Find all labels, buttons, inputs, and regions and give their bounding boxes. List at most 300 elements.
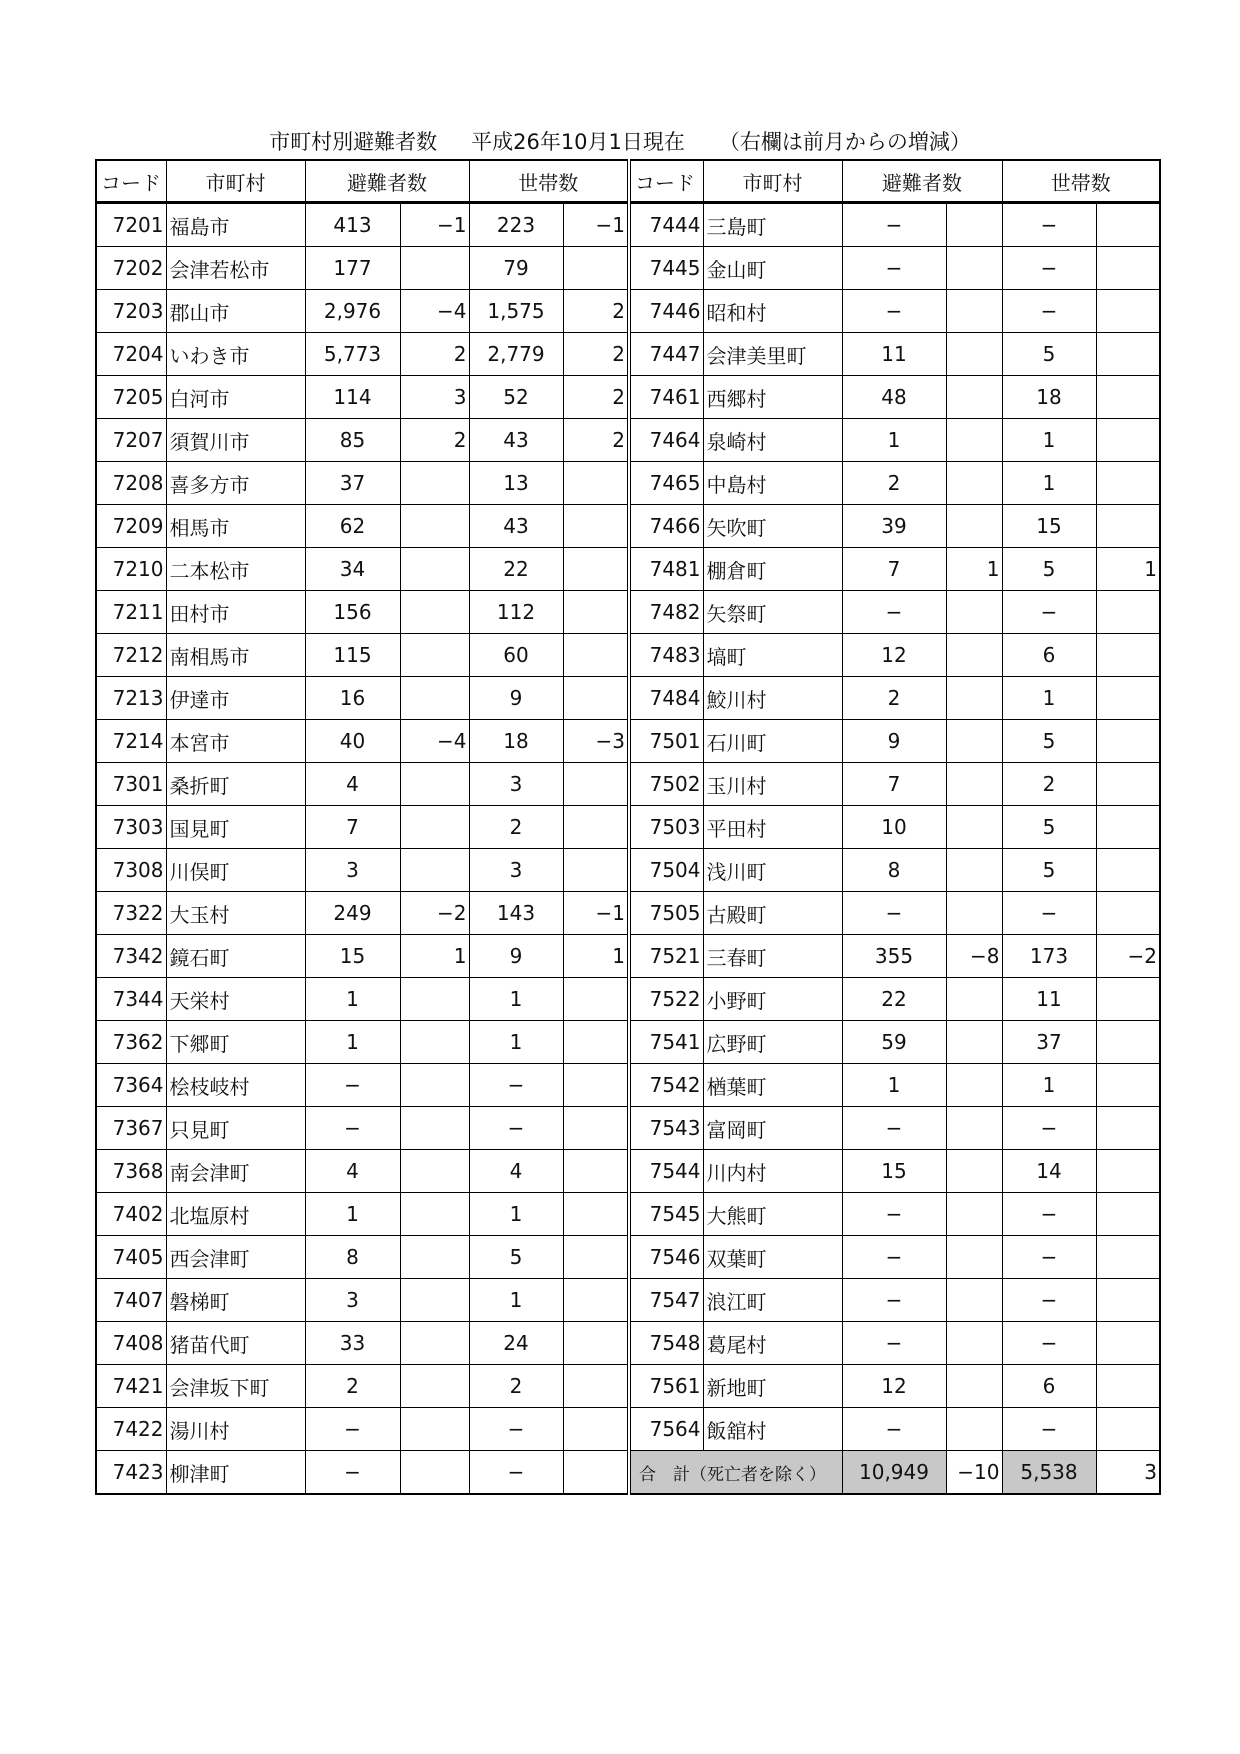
- right-cell-hh-d: [1096, 505, 1160, 548]
- right-cell-evac-d: −8: [946, 935, 1002, 978]
- left-cell-hh-d: [563, 1107, 629, 1150]
- right-cell-evac-d: [946, 1021, 1002, 1064]
- right-cell-hh-d: [1096, 1322, 1160, 1365]
- right-cell-evac: 2: [842, 462, 946, 505]
- right-cell-name: 三島町: [703, 203, 842, 247]
- right-cell-code: 7521: [629, 935, 703, 978]
- right-cell-hh: 5: [1002, 806, 1096, 849]
- right-cell-hh: −: [1002, 1236, 1096, 1279]
- left-cell-evac: 37: [305, 462, 400, 505]
- right-cell-hh-d: [1096, 1365, 1160, 1408]
- right-cell-hh: −: [1002, 1193, 1096, 1236]
- right-cell-evac: 48: [842, 376, 946, 419]
- left-cell-evac-d: [400, 462, 469, 505]
- right-cell-hh: −: [1002, 1322, 1096, 1365]
- left-cell-hh-d: [563, 1279, 629, 1322]
- left-cell-hh: 22: [469, 548, 563, 591]
- left-cell-evac-d: [400, 634, 469, 677]
- left-cell-hh: 13: [469, 462, 563, 505]
- left-cell-hh: 2: [469, 806, 563, 849]
- left-cell-evac-d: [400, 1408, 469, 1451]
- right-cell-name: 平田村: [703, 806, 842, 849]
- left-cell-hh-d: −1: [563, 203, 629, 247]
- right-cell-name: 双葉町: [703, 1236, 842, 1279]
- left-cell-name: 白河市: [166, 376, 305, 419]
- left-cell-code: 7202: [96, 247, 166, 290]
- right-cell-hh-d: [1096, 247, 1160, 290]
- left-cell-evac-d: [400, 548, 469, 591]
- right-cell-name: 川内村: [703, 1150, 842, 1193]
- left-cell-evac: 1: [305, 978, 400, 1021]
- right-cell-code: 7464: [629, 419, 703, 462]
- right-cell-code: 7483: [629, 634, 703, 677]
- right-cell-hh-d: [1096, 376, 1160, 419]
- right-cell-evac: −: [842, 1322, 946, 1365]
- table-row: [96, 1021, 1160, 1064]
- right-cell-hh-d: [1096, 290, 1160, 333]
- right-cell-hh-d: [1096, 419, 1160, 462]
- left-cell-code: 7423: [96, 1451, 166, 1495]
- left-cell-hh: 5: [469, 1236, 563, 1279]
- right-cell-hh: 14: [1002, 1150, 1096, 1193]
- right-cell-hh-d: [1096, 462, 1160, 505]
- left-cell-hh: 43: [469, 419, 563, 462]
- left-cell-evac-d: 3: [400, 376, 469, 419]
- right-cell-hh-d: [1096, 1279, 1160, 1322]
- right-cell-code: 7546: [629, 1236, 703, 1279]
- left-cell-code: 7201: [96, 203, 166, 247]
- right-cell-hh: 5: [1002, 720, 1096, 763]
- right-cell-code: 7561: [629, 1365, 703, 1408]
- right-cell-code: 7501: [629, 720, 703, 763]
- left-cell-name: 相馬市: [166, 505, 305, 548]
- left-cell-hh: 9: [469, 935, 563, 978]
- right-cell-code: 7543: [629, 1107, 703, 1150]
- left-cell-name: 天栄村: [166, 978, 305, 1021]
- right-cell-hh-d: [1096, 1150, 1160, 1193]
- left-cell-code: 7213: [96, 677, 166, 720]
- right-cell-code: 7444: [629, 203, 703, 247]
- left-cell-evac: 1: [305, 1021, 400, 1064]
- table-row: [96, 247, 1160, 290]
- left-cell-hh: −: [469, 1107, 563, 1150]
- left-cell-hh-d: [563, 677, 629, 720]
- left-cell-evac-d: [400, 806, 469, 849]
- table-row: [96, 203, 1160, 247]
- left-cell-hh: −: [469, 1064, 563, 1107]
- left-cell-hh-d: [563, 849, 629, 892]
- title-date: 平成26年10月1日現在: [471, 130, 685, 154]
- left-cell-code: 7203: [96, 290, 166, 333]
- right-cell-hh-d: [1096, 892, 1160, 935]
- left-cell-evac: 177: [305, 247, 400, 290]
- right-cell-hh-d: [1096, 677, 1160, 720]
- left-cell-name: 須賀川市: [166, 419, 305, 462]
- right-cell-hh: 18: [1002, 376, 1096, 419]
- right-cell-name: 金山町: [703, 247, 842, 290]
- left-cell-name: 喜多方市: [166, 462, 305, 505]
- right-cell-hh: 5: [1002, 548, 1096, 591]
- left-cell-evac: 15: [305, 935, 400, 978]
- left-cell-name: 川俣町: [166, 849, 305, 892]
- left-cell-evac-d: −4: [400, 720, 469, 763]
- right-cell-code: 7505: [629, 892, 703, 935]
- table-row: [96, 1236, 1160, 1279]
- right-cell-name: 西郷村: [703, 376, 842, 419]
- left-cell-evac-d: [400, 505, 469, 548]
- left-cell-hh: 2,779: [469, 333, 563, 376]
- left-cell-code: 7205: [96, 376, 166, 419]
- left-cell-evac: 114: [305, 376, 400, 419]
- right-cell-hh-d: [1096, 720, 1160, 763]
- right-cell-hh: −: [1002, 892, 1096, 935]
- right-cell-evac: 12: [842, 634, 946, 677]
- right-cell-evac-d: [946, 290, 1002, 333]
- right-cell-hh: 1: [1002, 462, 1096, 505]
- left-cell-hh-d: [563, 634, 629, 677]
- left-cell-evac-d: [400, 1365, 469, 1408]
- table-row: [96, 849, 1160, 892]
- right-cell-hh-d: [1096, 1236, 1160, 1279]
- table-row: [96, 1150, 1160, 1193]
- right-cell-code: 7465: [629, 462, 703, 505]
- right-cell-evac-d: [946, 1408, 1002, 1451]
- table-row: [96, 806, 1160, 849]
- total-label: 合 計（死亡者を除く）: [629, 1451, 842, 1495]
- right-cell-evac-d: [946, 1365, 1002, 1408]
- right-cell-name: 浪江町: [703, 1279, 842, 1322]
- left-cell-evac: 1: [305, 1193, 400, 1236]
- right-cell-evac-d: [946, 333, 1002, 376]
- left-cell-code: 7211: [96, 591, 166, 634]
- right-cell-evac-d: [946, 419, 1002, 462]
- header-evacuees-right: 避難者数: [842, 160, 1002, 203]
- left-cell-hh: 1: [469, 1021, 563, 1064]
- left-cell-name: 二本松市: [166, 548, 305, 591]
- left-cell-hh-d: [563, 247, 629, 290]
- right-cell-name: 塙町: [703, 634, 842, 677]
- left-cell-hh: 112: [469, 591, 563, 634]
- right-cell-name: 新地町: [703, 1365, 842, 1408]
- left-cell-hh: 18: [469, 720, 563, 763]
- left-cell-hh-d: [563, 978, 629, 1021]
- right-cell-name: 広野町: [703, 1021, 842, 1064]
- left-cell-evac: 3: [305, 849, 400, 892]
- table-row: [96, 1451, 1160, 1495]
- left-cell-name: 伊達市: [166, 677, 305, 720]
- left-cell-name: 下郷町: [166, 1021, 305, 1064]
- left-cell-hh: 9: [469, 677, 563, 720]
- right-cell-hh-d: 1: [1096, 548, 1160, 591]
- left-cell-hh-d: [563, 548, 629, 591]
- header-municipality-right: 市町村: [703, 160, 842, 203]
- right-cell-name: 小野町: [703, 978, 842, 1021]
- right-cell-name: 泉崎村: [703, 419, 842, 462]
- left-cell-name: 南相馬市: [166, 634, 305, 677]
- right-cell-hh: −: [1002, 203, 1096, 247]
- left-cell-hh: −: [469, 1451, 563, 1495]
- left-cell-name: 磐梯町: [166, 1279, 305, 1322]
- left-cell-evac-d: [400, 1021, 469, 1064]
- left-cell-hh: 43: [469, 505, 563, 548]
- table-row: [96, 1322, 1160, 1365]
- left-cell-evac: 156: [305, 591, 400, 634]
- right-cell-code: 7466: [629, 505, 703, 548]
- left-cell-evac: 5,773: [305, 333, 400, 376]
- left-cell-code: 7362: [96, 1021, 166, 1064]
- left-cell-name: 田村市: [166, 591, 305, 634]
- left-cell-evac-d: [400, 763, 469, 806]
- left-cell-hh: 223: [469, 203, 563, 247]
- right-cell-hh-d: −2: [1096, 935, 1160, 978]
- left-cell-evac: −: [305, 1107, 400, 1150]
- total-hh: 5,538: [1002, 1451, 1096, 1495]
- left-cell-evac: 4: [305, 1150, 400, 1193]
- evacuee-table: [95, 159, 1161, 1495]
- right-cell-evac-d: [946, 763, 1002, 806]
- left-cell-hh: 60: [469, 634, 563, 677]
- left-cell-evac-d: 2: [400, 419, 469, 462]
- left-cell-hh-d: [563, 505, 629, 548]
- right-cell-hh: −: [1002, 1279, 1096, 1322]
- right-cell-evac: 9: [842, 720, 946, 763]
- left-cell-evac-d: −1: [400, 203, 469, 247]
- left-cell-evac-d: [400, 849, 469, 892]
- right-cell-code: 7503: [629, 806, 703, 849]
- right-cell-hh-d: [1096, 1107, 1160, 1150]
- total-evac: 10,949: [842, 1451, 946, 1495]
- left-cell-name: 会津坂下町: [166, 1365, 305, 1408]
- right-cell-evac-d: [946, 634, 1002, 677]
- right-cell-evac: −: [842, 290, 946, 333]
- right-cell-name: 玉川村: [703, 763, 842, 806]
- right-cell-evac: 1: [842, 419, 946, 462]
- left-cell-code: 7367: [96, 1107, 166, 1150]
- right-cell-hh: 5: [1002, 849, 1096, 892]
- left-cell-name: 西会津町: [166, 1236, 305, 1279]
- left-cell-name: 本宮市: [166, 720, 305, 763]
- left-cell-evac-d: [400, 1322, 469, 1365]
- right-cell-name: 飯舘村: [703, 1408, 842, 1451]
- right-cell-evac-d: [946, 1193, 1002, 1236]
- right-cell-name: 石川町: [703, 720, 842, 763]
- right-cell-hh: 37: [1002, 1021, 1096, 1064]
- left-cell-name: 会津若松市: [166, 247, 305, 290]
- table-row: [96, 1107, 1160, 1150]
- page-title: [0, 126, 1240, 156]
- right-cell-evac: 22: [842, 978, 946, 1021]
- right-cell-hh: 15: [1002, 505, 1096, 548]
- right-cell-evac-d: [946, 720, 1002, 763]
- right-cell-name: 中島村: [703, 462, 842, 505]
- left-cell-evac-d: [400, 1150, 469, 1193]
- right-cell-code: 7547: [629, 1279, 703, 1322]
- left-cell-name: 湯川村: [166, 1408, 305, 1451]
- right-cell-evac: −: [842, 591, 946, 634]
- left-cell-name: 国見町: [166, 806, 305, 849]
- left-cell-evac: 85: [305, 419, 400, 462]
- left-cell-name: いわき市: [166, 333, 305, 376]
- left-cell-code: 7364: [96, 1064, 166, 1107]
- right-cell-hh-d: [1096, 634, 1160, 677]
- table-header: [96, 160, 1160, 203]
- right-cell-evac-d: [946, 849, 1002, 892]
- table-row: [96, 1279, 1160, 1322]
- left-cell-evac: 2,976: [305, 290, 400, 333]
- header-code-right: コード: [629, 160, 703, 203]
- left-cell-hh-d: [563, 1193, 629, 1236]
- right-cell-name: 三春町: [703, 935, 842, 978]
- left-cell-hh-d: [563, 1408, 629, 1451]
- left-cell-hh-d: 2: [563, 290, 629, 333]
- header-municipality: 市町村: [166, 160, 305, 203]
- table-row: [96, 1365, 1160, 1408]
- right-cell-hh-d: [1096, 333, 1160, 376]
- left-cell-code: 7303: [96, 806, 166, 849]
- left-cell-code: 7214: [96, 720, 166, 763]
- left-cell-code: 7308: [96, 849, 166, 892]
- right-cell-evac: 59: [842, 1021, 946, 1064]
- right-cell-evac: 7: [842, 548, 946, 591]
- left-cell-hh-d: [563, 591, 629, 634]
- right-cell-hh: 6: [1002, 634, 1096, 677]
- table-row: [96, 376, 1160, 419]
- left-cell-name: 南会津町: [166, 1150, 305, 1193]
- right-cell-name: 鮫川村: [703, 677, 842, 720]
- right-cell-evac: 355: [842, 935, 946, 978]
- table-row: [96, 935, 1160, 978]
- table-row: [96, 290, 1160, 333]
- left-cell-hh: 1,575: [469, 290, 563, 333]
- right-cell-evac-d: [946, 247, 1002, 290]
- right-cell-evac: −: [842, 1408, 946, 1451]
- left-cell-hh: 1: [469, 1193, 563, 1236]
- left-cell-name: 郡山市: [166, 290, 305, 333]
- left-cell-evac-d: [400, 1064, 469, 1107]
- left-cell-evac: 8: [305, 1236, 400, 1279]
- right-cell-hh-d: [1096, 978, 1160, 1021]
- left-cell-evac-d: [400, 1107, 469, 1150]
- table-row: [96, 462, 1160, 505]
- left-cell-code: 7301: [96, 763, 166, 806]
- left-cell-evac: 2: [305, 1365, 400, 1408]
- left-cell-hh-d: [563, 763, 629, 806]
- left-cell-hh-d: 1: [563, 935, 629, 978]
- right-cell-evac-d: [946, 203, 1002, 247]
- right-cell-code: 7541: [629, 1021, 703, 1064]
- right-cell-hh-d: [1096, 1021, 1160, 1064]
- right-cell-evac: 12: [842, 1365, 946, 1408]
- left-cell-evac-d: [400, 1193, 469, 1236]
- left-cell-evac-d: [400, 978, 469, 1021]
- left-cell-evac: 33: [305, 1322, 400, 1365]
- left-cell-evac-d: 1: [400, 935, 469, 978]
- left-cell-hh-d: [563, 1451, 629, 1495]
- left-cell-hh: 1: [469, 1279, 563, 1322]
- right-cell-hh: 5: [1002, 333, 1096, 376]
- right-cell-code: 7447: [629, 333, 703, 376]
- table-row: [96, 763, 1160, 806]
- right-cell-hh-d: [1096, 1408, 1160, 1451]
- right-cell-evac: −: [842, 1279, 946, 1322]
- left-cell-code: 7421: [96, 1365, 166, 1408]
- left-cell-evac-d: −2: [400, 892, 469, 935]
- right-cell-code: 7504: [629, 849, 703, 892]
- right-cell-evac: −: [842, 247, 946, 290]
- right-cell-code: 7461: [629, 376, 703, 419]
- left-cell-code: 7342: [96, 935, 166, 978]
- right-cell-code: 7445: [629, 247, 703, 290]
- right-cell-name: 古殿町: [703, 892, 842, 935]
- table-row: [96, 720, 1160, 763]
- left-cell-hh-d: 2: [563, 376, 629, 419]
- left-cell-name: 北塩原村: [166, 1193, 305, 1236]
- left-cell-hh-d: 2: [563, 419, 629, 462]
- right-cell-code: 7544: [629, 1150, 703, 1193]
- right-cell-evac-d: [946, 978, 1002, 1021]
- right-cell-evac: −: [842, 1193, 946, 1236]
- table-row: [96, 419, 1160, 462]
- right-cell-hh: 6: [1002, 1365, 1096, 1408]
- right-cell-hh: −: [1002, 591, 1096, 634]
- left-cell-evac: 115: [305, 634, 400, 677]
- left-cell-name: 福島市: [166, 203, 305, 247]
- left-cell-code: 7422: [96, 1408, 166, 1451]
- table-body: [96, 203, 1160, 1495]
- right-cell-code: 7484: [629, 677, 703, 720]
- left-cell-hh-d: [563, 462, 629, 505]
- right-cell-evac-d: [946, 1322, 1002, 1365]
- table-row: [96, 1408, 1160, 1451]
- left-cell-evac-d: 2: [400, 333, 469, 376]
- right-cell-evac-d: [946, 591, 1002, 634]
- right-cell-hh: −: [1002, 247, 1096, 290]
- left-cell-hh: −: [469, 1408, 563, 1451]
- right-cell-evac-d: [946, 677, 1002, 720]
- right-cell-hh: 2: [1002, 763, 1096, 806]
- header-households: 世帯数: [469, 160, 629, 203]
- left-cell-code: 7212: [96, 634, 166, 677]
- right-cell-evac: 10: [842, 806, 946, 849]
- left-cell-code: 7210: [96, 548, 166, 591]
- right-cell-name: 浅川町: [703, 849, 842, 892]
- title-main: 市町村別避難者数: [269, 130, 438, 154]
- left-cell-evac: 34: [305, 548, 400, 591]
- left-cell-hh-d: [563, 1236, 629, 1279]
- right-cell-evac-d: [946, 505, 1002, 548]
- table-row: [96, 548, 1160, 591]
- table-row: [96, 892, 1160, 935]
- left-cell-hh: 2: [469, 1365, 563, 1408]
- right-cell-name: 棚倉町: [703, 548, 842, 591]
- right-cell-evac-d: [946, 1150, 1002, 1193]
- left-cell-evac-d: [400, 1451, 469, 1495]
- left-cell-name: 猪苗代町: [166, 1322, 305, 1365]
- title-note: （右欄は前月からの増減）: [718, 130, 971, 154]
- left-cell-evac: 62: [305, 505, 400, 548]
- left-cell-name: 桧枝岐村: [166, 1064, 305, 1107]
- left-cell-code: 7408: [96, 1322, 166, 1365]
- right-cell-code: 7502: [629, 763, 703, 806]
- left-cell-evac: 249: [305, 892, 400, 935]
- right-cell-code: 7542: [629, 1064, 703, 1107]
- right-cell-evac-d: 1: [946, 548, 1002, 591]
- left-cell-hh: 4: [469, 1150, 563, 1193]
- left-cell-name: 只見町: [166, 1107, 305, 1150]
- table-row: [96, 634, 1160, 677]
- right-cell-hh-d: [1096, 806, 1160, 849]
- header-code: コード: [96, 160, 166, 203]
